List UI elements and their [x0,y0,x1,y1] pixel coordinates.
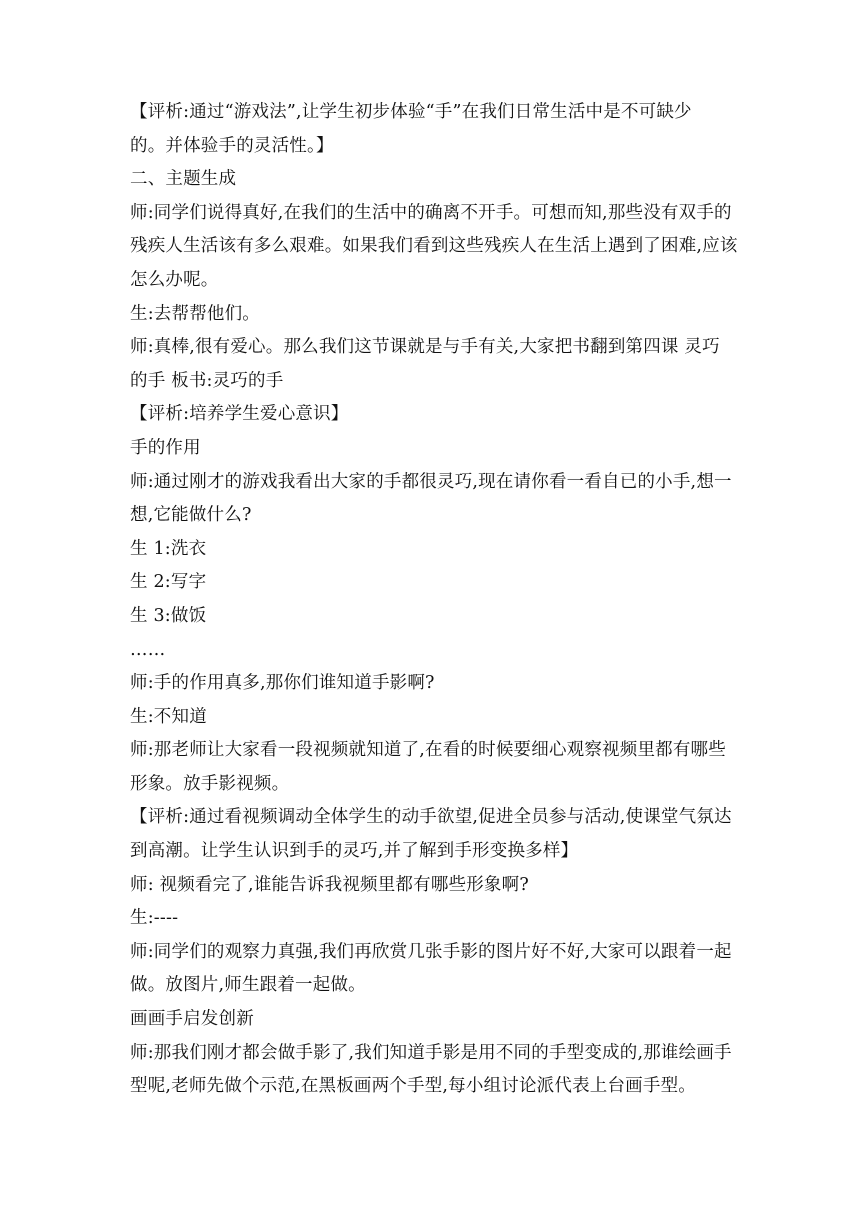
text-line: 生 2:写字 [130,572,207,593]
text-line: 师:那老师让大家看一段视频就知道了,在看的时候要细心观察视频里都有哪些 [130,740,726,761]
text-line: 的手 板书:灵巧的手 [130,370,284,391]
text-line: 师:真棒,很有爱心。那么我们这节课就是与手有关,大家把书翻到第四课 灵巧 [130,337,720,358]
text-line: 残疾人生活该有多么艰难。如果我们看到这些残疾人在生活上遇到了困难,应该 [130,236,738,257]
document-body [130,96,738,1104]
text-line: 生:---- [130,908,179,929]
text-line: 【评析:培养学生爱心意识】 [130,404,349,425]
text-line: 生:不知道 [130,706,207,727]
text-line: 【评析:通过看视频调动全体学生的动手欲望,促进全员参与活动,使课堂气氛达 [130,807,732,828]
text-line: 怎么办呢。 [130,269,219,290]
text-line: 想,它能做什么? [130,505,252,526]
text-line: 形象。放手影视频。 [130,773,290,794]
section-heading: 二、主题生成 [130,169,237,190]
text-line: 【评析:通过“游戏法”,让学生初步体验“手”在我们日常生活中是不可缺少 [130,102,692,122]
text-line: 生 3:做饭 [130,605,207,626]
text-line: 型呢,老师先做个示范,在黑板画两个手型,每小组讨论派代表上台画手型。 [130,1076,696,1097]
text-line: 师:同学们说得真好,在我们的生活中的确离不开手。可想而知,那些没有双手的 [130,202,732,223]
text-line: 的。并体验手的灵活性。】 [130,135,334,156]
text-line: 生:去帮帮他们。 [130,303,260,324]
text-line: 师:手的作用真多,那你们谁知道手影啊? [130,673,435,694]
text-line: 师:那我们刚才都会做手影了,我们知道手影是用不同的手型变成的,那谁绘画手 [130,1042,732,1063]
text-line: 做。放图片,师生跟着一起做。 [130,975,366,996]
text-line: 生 1:洗衣 [130,538,207,559]
text-line: 师:通过刚才的游戏我看出大家的手都很灵巧,现在请你看一看自已的小手,想一 [130,471,732,492]
text-line: 到高潮。让学生认识到手的灵巧,并了解到手形变换多样】 [130,841,579,862]
text-line: 师: 视频看完了,谁能告诉我视频里都有哪些形象啊? [130,874,529,895]
subsection-heading: 画画手启发创新 [130,1009,254,1030]
text-line: …… [130,639,166,660]
text-line: 师:同学们的观察力真强,我们再欣赏几张手影的图片好不好,大家可以跟着一起 [130,941,732,962]
subsection-heading: 手的作用 [130,437,201,458]
